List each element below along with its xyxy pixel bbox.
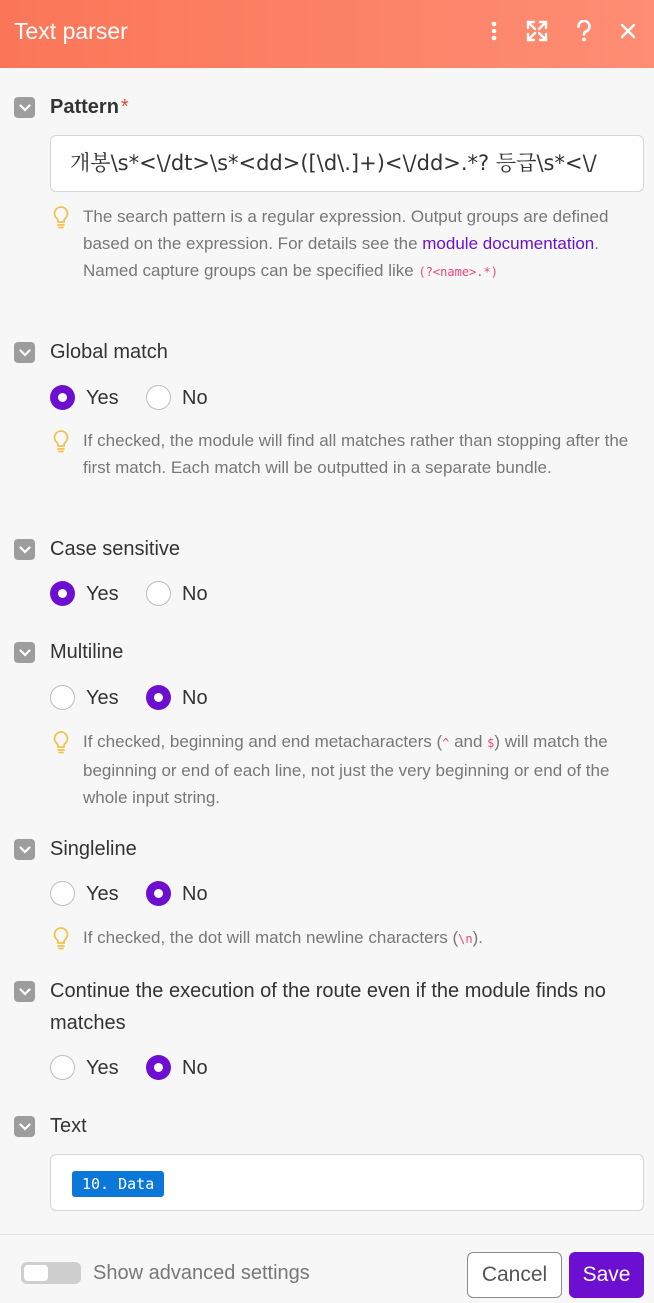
lightbulb-icon: [52, 205, 70, 229]
case-sensitive-section-toggle[interactable]: [14, 539, 35, 560]
pattern-label: [50, 91, 129, 123]
chevron-down-icon: [19, 104, 31, 112]
hint-text-1: If checked, the dot will match newline characters (: [83, 928, 459, 947]
multiline-hint-text: [83, 728, 643, 811]
caret-code: ^: [442, 736, 450, 750]
save-button[interactable]: Save: [569, 1252, 644, 1298]
singleline-hint-text: [83, 924, 643, 953]
chevron-down-icon: [19, 988, 31, 996]
singleline-no-radio[interactable]: [146, 881, 171, 906]
hint-text-1: If checked, beginning and end metacharacters (: [83, 732, 443, 751]
module-title: Text parser: [14, 18, 128, 44]
multiline-yes-label[interactable]: Yes: [86, 687, 119, 709]
pattern-hint-text: [83, 203, 643, 286]
global-match-yes-radio[interactable]: [50, 385, 75, 410]
advanced-settings-toggle[interactable]: [21, 1262, 81, 1284]
hint-text-3: Named capture groups can be specified like: [83, 261, 419, 280]
named-group-code: (?<name>.*): [418, 265, 498, 279]
module-documentation-link[interactable]: module documentation: [422, 234, 595, 253]
lightbulb-icon: [52, 429, 70, 453]
global-match-label: Global match: [50, 341, 168, 363]
hint-text-1: The search pattern is a regular expression. Output groups are defined based on the expression. For details see the: [83, 207, 609, 253]
multiline-no-radio[interactable]: [146, 685, 171, 710]
cancel-button[interactable]: Cancel: [467, 1252, 562, 1298]
multiline-no-label[interactable]: No: [182, 687, 208, 709]
text-label: Text: [50, 1115, 87, 1137]
case-sensitive-label: Case sensitive: [50, 538, 181, 560]
text-section-toggle[interactable]: [14, 1116, 35, 1137]
multiline-section-toggle[interactable]: [14, 642, 35, 663]
global-match-yes-label[interactable]: Yes: [86, 387, 119, 409]
pattern-input[interactable]: [50, 135, 644, 192]
hint-text-3: ) will match the beginning or end of each line, not just the very beginning or end of the whole input string.: [83, 732, 610, 807]
case-sensitive-yes-radio[interactable]: [50, 581, 75, 606]
multiline-label: Multiline: [50, 641, 124, 663]
lightbulb-icon: [52, 926, 70, 950]
global-match-no-radio[interactable]: [146, 385, 171, 410]
chevron-down-icon: [19, 846, 31, 854]
required-mark: *: [120, 96, 129, 118]
chevron-down-icon: [19, 546, 31, 554]
hint-text-2: .: [594, 234, 600, 253]
chevron-down-icon: [19, 1123, 31, 1131]
continue-no-label[interactable]: No: [182, 1057, 208, 1079]
hint-text-2: ).: [472, 928, 483, 947]
multiline-yes-radio[interactable]: [50, 685, 75, 710]
case-sensitive-yes-label[interactable]: Yes: [86, 583, 119, 605]
module-header: [0, 0, 654, 68]
chevron-down-icon: [19, 649, 31, 657]
case-sensitive-no-label[interactable]: No: [182, 583, 208, 605]
continue-no-radio[interactable]: [146, 1055, 171, 1080]
help-icon[interactable]: [569, 15, 599, 47]
footer-bar: [0, 1234, 654, 1303]
more-vertical-icon[interactable]: [479, 15, 509, 47]
continue-yes-radio[interactable]: [50, 1055, 75, 1080]
singleline-section-toggle[interactable]: [14, 839, 35, 860]
global-match-section-toggle[interactable]: [14, 342, 35, 363]
expand-icon[interactable]: [522, 15, 552, 47]
data-variable-pill[interactable]: 10. Data: [72, 1171, 164, 1197]
text-input[interactable]: [50, 1154, 644, 1211]
singleline-yes-label[interactable]: Yes: [86, 883, 119, 905]
continue-label: Continue the execution of the route even if the module finds no matches: [50, 980, 606, 1034]
pattern-label-text: Pattern: [50, 96, 119, 118]
continue-section-toggle[interactable]: [14, 981, 35, 1002]
singleline-label: Singleline: [50, 838, 137, 860]
chevron-down-icon: [19, 349, 31, 357]
dollar-code: $: [487, 736, 495, 750]
pattern-value[interactable]: 개봉\s*<\/dt>\s*<dd>([\d\.]+)<\/dd>.*? 등급\s*<\/: [70, 151, 597, 175]
global-match-hint-text: If checked, the module will find all matches rather than stopping after the first match. Each match will be outputted in a separate bundle.: [83, 431, 629, 477]
global-match-no-label[interactable]: No: [182, 387, 208, 409]
toggle-knob: [24, 1265, 48, 1281]
singleline-yes-radio[interactable]: [50, 881, 75, 906]
singleline-no-label[interactable]: No: [182, 883, 208, 905]
hint-text-2: and: [449, 732, 488, 751]
advanced-settings-label[interactable]: Show advanced settings: [93, 1262, 310, 1284]
newline-code: \n: [458, 932, 473, 946]
continue-yes-label[interactable]: Yes: [86, 1057, 119, 1079]
lightbulb-icon: [52, 730, 70, 754]
close-icon[interactable]: [613, 15, 643, 47]
pattern-section-toggle[interactable]: [14, 97, 35, 118]
case-sensitive-no-radio[interactable]: [146, 581, 171, 606]
